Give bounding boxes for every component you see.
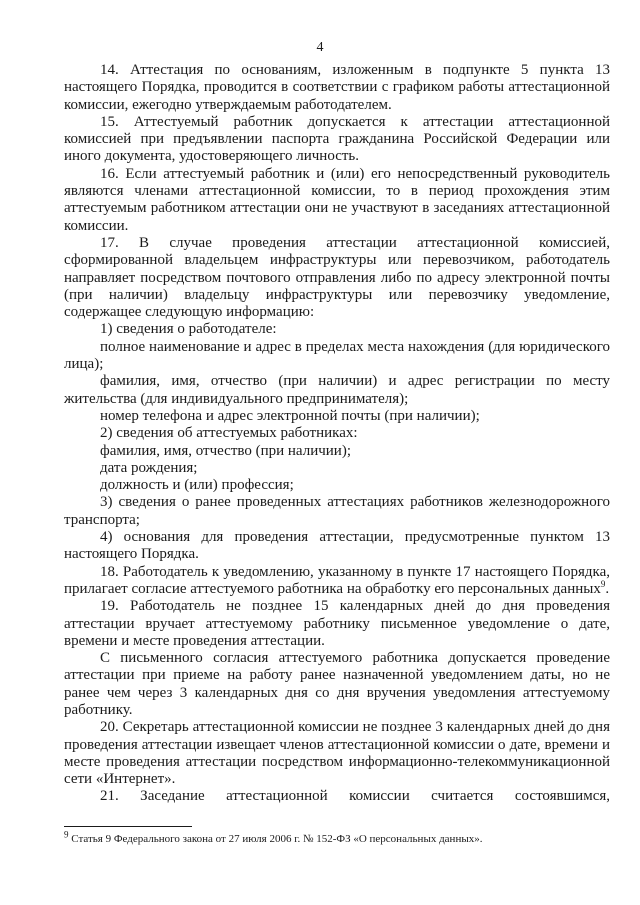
footnote-marker: 9	[64, 829, 69, 840]
paragraph-15: 15. Аттестуемый работник допускается к аттестации аттестационной комиссией при предъявлении паспорта гражданина Российской Федерации или иного документа, удостоверяющего личность.	[64, 113, 610, 165]
list-item-previous-attestations: 3) сведения о ранее проведенных аттестациях работников железнодорожного транспорта;	[64, 494, 610, 528]
footnote-text: Статья 9 Федерального закона от 27 июля 2006 г. № 152-ФЗ «О персональных данных».	[71, 833, 483, 845]
paragraph-19: 19. Работодатель не позднее 15 календарных дней до дня проведения аттестации вручает аттестуемому работнику письменное уведомление о дате, времени и месте проведения аттестации.	[64, 598, 610, 649]
list-item-position: должность и (или) профессия;	[100, 477, 294, 494]
paragraph-20: 20. Секретарь аттестационной комиссии не позднее 3 календарных дней до дня проведения аттестации извещает членов аттестационной комиссии о дате, времени и месте проведения аттестации посредством информационно-телекоммуникационной сети «Интернет».	[64, 719, 610, 788]
list-item-employer-info: 1) сведения о работодателе:	[100, 321, 277, 338]
footnote-reference[interactable]: 9	[600, 578, 606, 589]
list-item-phone-email: номер телефона и адрес электронной почты (при наличии);	[100, 407, 480, 424]
page-number: 4	[316, 40, 324, 55]
list-item-employee-info: 2) сведения об аттестуемых работниках:	[100, 425, 358, 442]
paragraph-17: 17. В случае проведения аттестации аттестационной комиссией, сформированной владельцем инфраструктуры или перевозчиком, работодатель направляет посредством почтового отправления либо по адресу электронной почты (при наличии) владельцу инфраструктуры или перевозчику уведомление, содержащее следующую информацию:	[64, 234, 610, 321]
paragraph-14: 14. Аттестация по основаниям, изложенным в подпункте 5 пункта 13 настоящего Порядка, проводится в соответствии с графиком работы аттестационной комиссии, ежегодно утверждаемым работодателем.	[64, 62, 610, 113]
list-item-employee-fio: фамилия, имя, отчество (при наличии);	[100, 442, 351, 459]
paragraph-16: 16. Если аттестуемый работник и (или) его непосредственный руководитель являются членами аттестационной комиссии, то в период прохождения этим аттестуемым работником аттестации они не участвуют в заседаниях аттестационной комиссии.	[64, 165, 610, 234]
footnote	[64, 829, 610, 846]
paragraph-18: 18. Работодатель к уведомлению, указанному в пункте 17 настоящего Порядка, прилагает согласие аттестуемого работника на обработку его персональных данных$^9$.	[64, 563, 610, 597]
footnote-divider	[64, 826, 192, 827]
list-item-attestation-grounds: 4) основания для проведения аттестации, предусмотренные пунктом 13 настоящего Порядка.	[64, 529, 610, 563]
document-body	[64, 62, 610, 806]
paragraph-18-text: 18. Работодатель к уведомлению, указанному в пункте 17 настоящего Порядка, прилагает согласие аттестуемого работника на обработку его персональных данных	[64, 563, 610, 597]
list-item-fio-registration: фамилия, имя, отчество (при наличии) и адрес регистрации по месту жительства (для индивидуального предпринимателя);	[64, 373, 610, 407]
paragraph-19-consent: С письменного согласия аттестуемого работника допускается проведение аттестации при приеме на работу ранее назначенной уведомлением даты, но не ранее чем через 3 календарных дня со дня вручения уведомления аттестуемому работнику.	[64, 650, 610, 718]
list-item-birth-date: дата рождения;	[100, 459, 198, 476]
paragraph-21: 21. Заседание аттестационной комиссии считается состоявшимся,	[100, 788, 610, 805]
list-item-full-name-address: полное наименование и адрес в пределах места нахождения (для юридического лица);	[64, 338, 610, 373]
